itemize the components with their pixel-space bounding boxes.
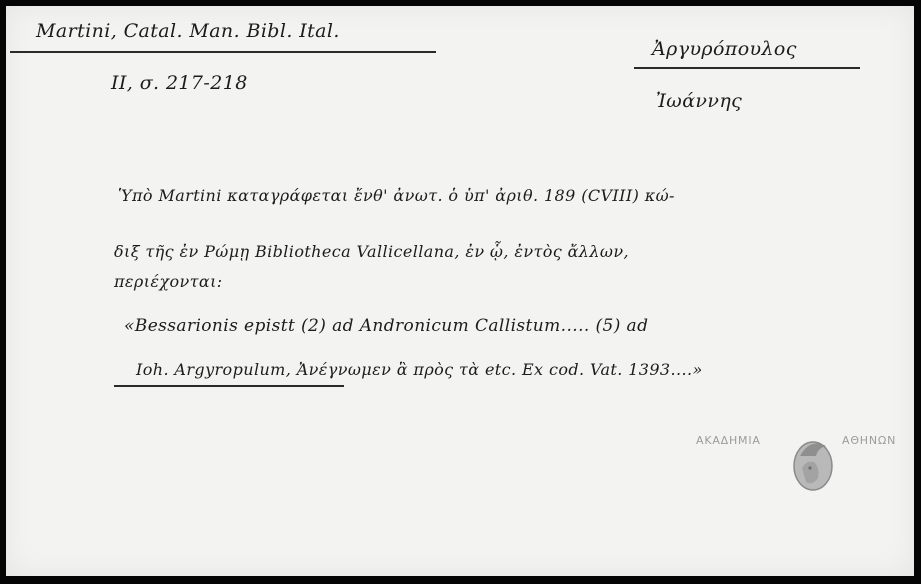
stamp-right-text: ΑΘΗΝΩΝ (842, 434, 897, 447)
surname: Ἀργυρόπουλος (652, 38, 797, 60)
catalog-card (6, 6, 914, 576)
name-underline (634, 67, 860, 69)
stamp-left-text: ΑΚΑΔΗΜΙΑ (696, 434, 761, 447)
reference-title: Martini, Catal. Man. Bibl. Ital. (36, 20, 340, 42)
body-line-5: Ioh. Argyropulum, Ἀνέγνωμεν ἃ πρὸς τὰ etc. Ex cod. Vat. 1393....» (136, 360, 703, 379)
body-line-3: περιέχονται: (114, 272, 223, 291)
body-line-1: Ὑπὸ Martini καταγράφεται ἔνθ' ἀνωτ. ὁ ὑπ' ἀριθ. 189 (CVIII) κώ- (118, 186, 675, 205)
body-line-4: «Bessarionis epistt (2) ad Andronicum Callistum..... (5) ad (124, 316, 649, 336)
reference-pages: II, σ. 217-218 (111, 72, 248, 94)
citation-underline (114, 385, 344, 387)
body-line-2: διξ τῆς ἐν Ρώμῃ Bibliotheca Vallicellana, ἐν ᾧ, ἐντὸς ἄλλων, (114, 242, 629, 261)
forename: Ἰωάννης (656, 90, 743, 112)
athena-head-icon (788, 434, 838, 496)
reference-underline (10, 51, 436, 53)
